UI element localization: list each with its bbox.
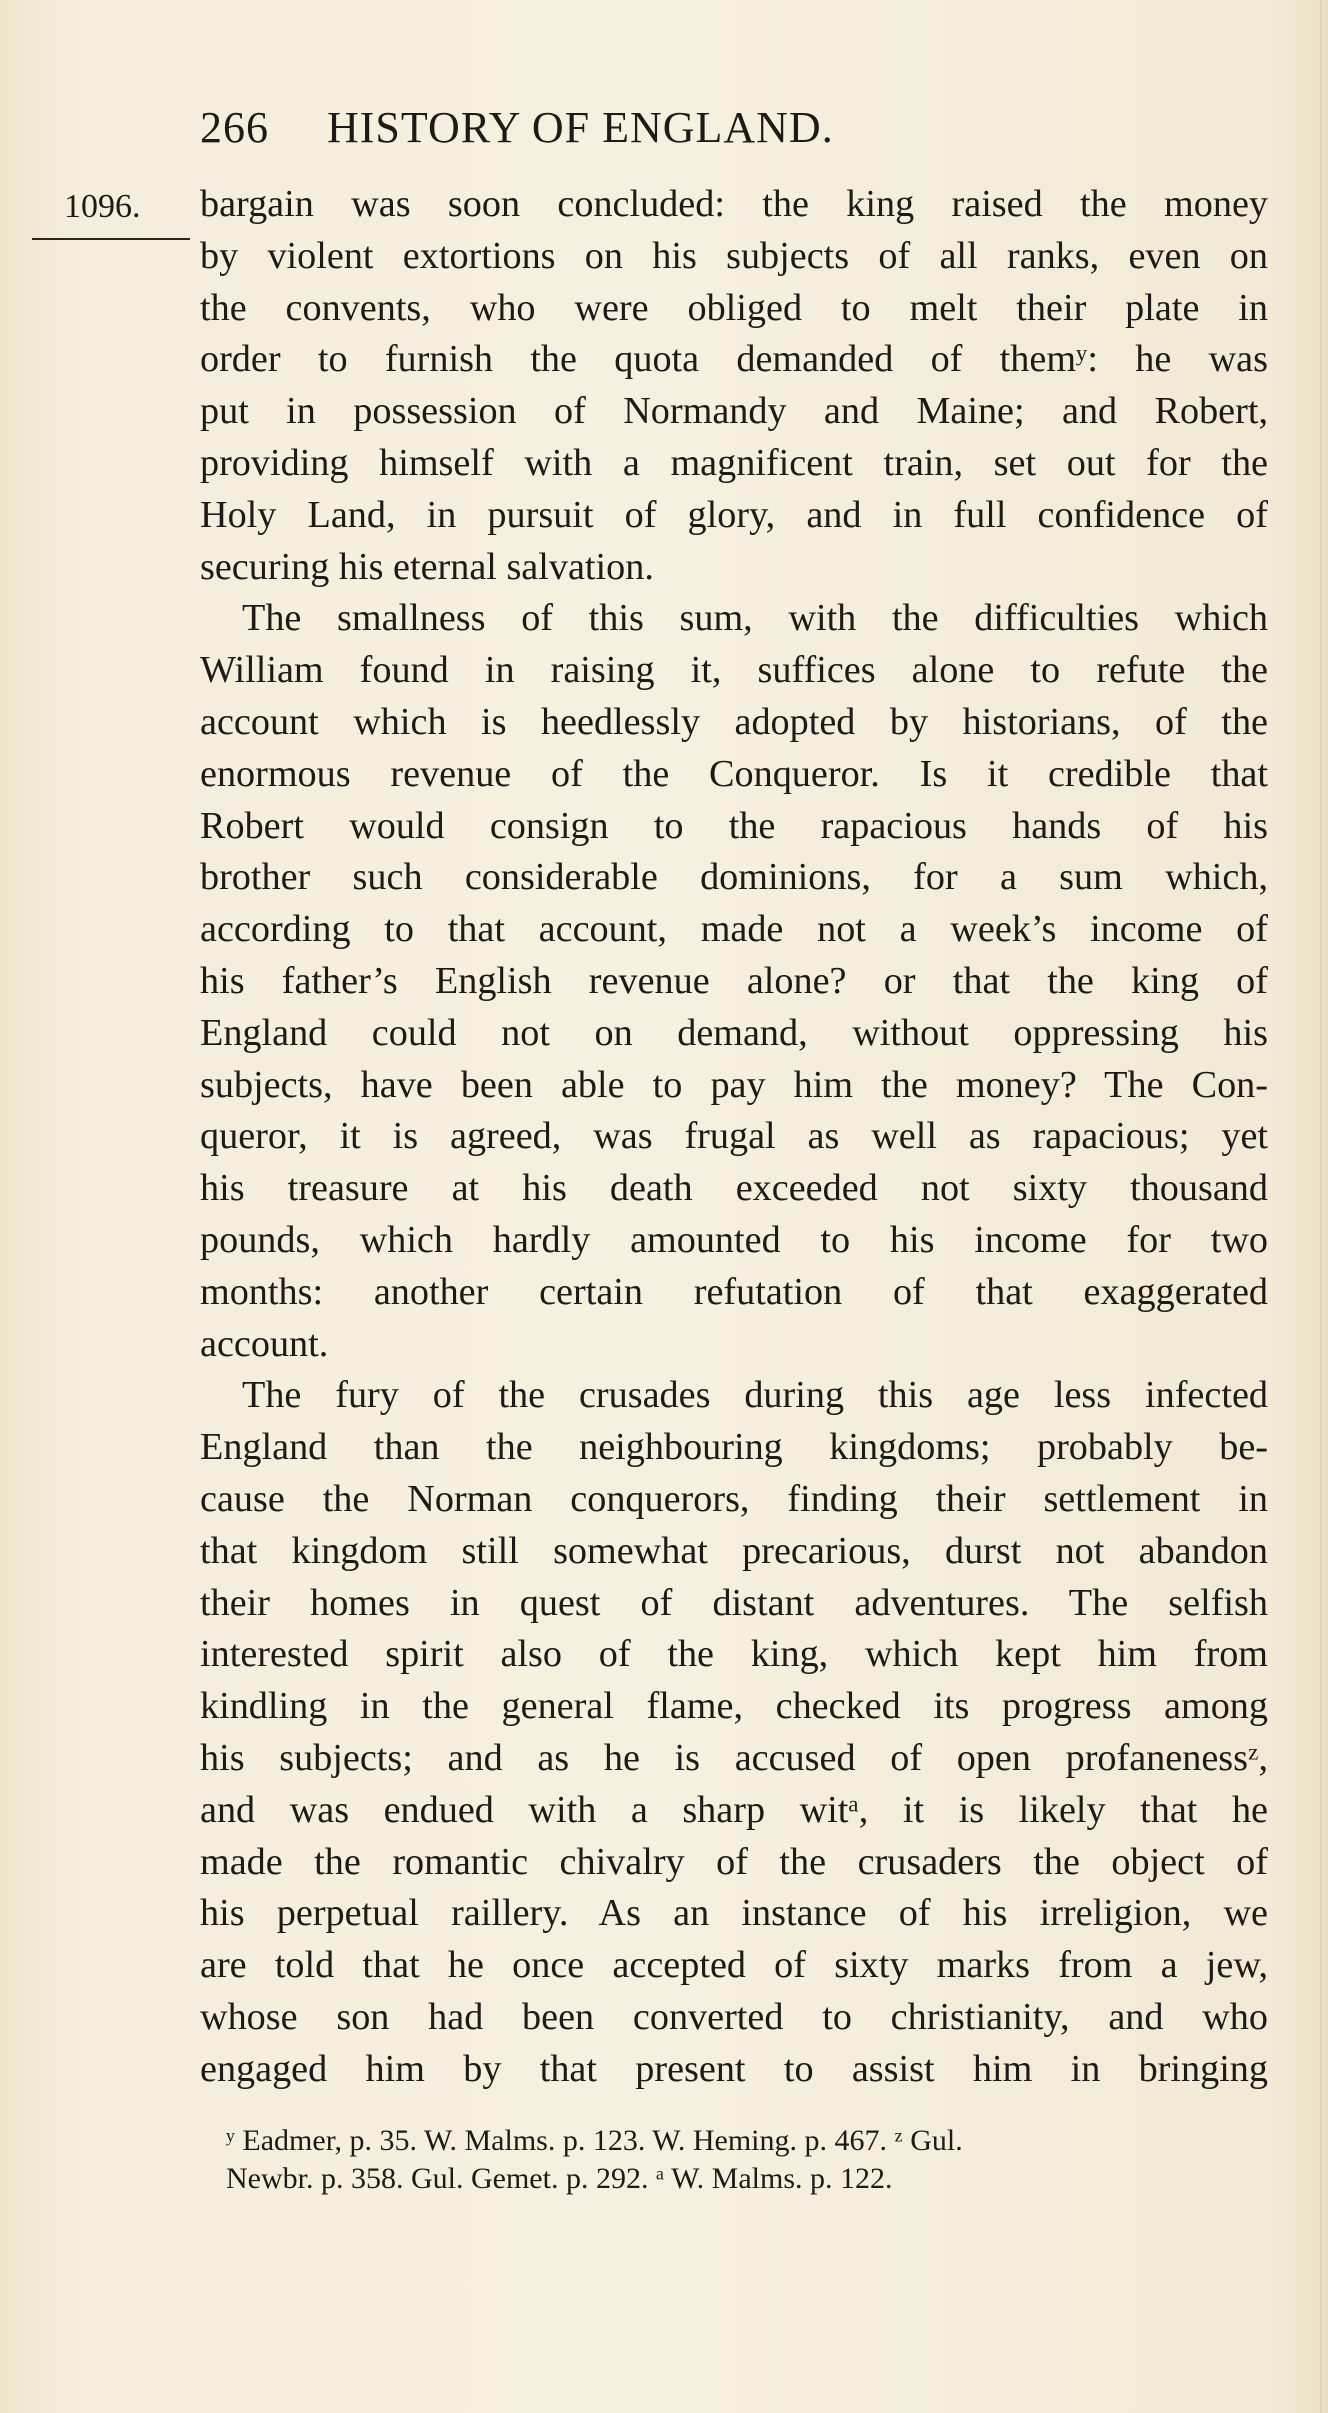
page-title: HISTORY OF ENGLAND. (327, 103, 834, 152)
text-line: by violent extortions on his subjects of all ranks, even on (200, 234, 1268, 277)
page-number: 266 (200, 103, 269, 152)
text-line: England than the neighbouring kingdoms; probably be- (200, 1426, 1268, 1469)
text-line: subjects, have been able to pay him the money? The Con- (200, 1063, 1268, 1106)
text-line: engaged him by that present to assist him in bringing (200, 2047, 1268, 2090)
text-line: England could not on demand, without oppressing his (200, 1011, 1268, 1054)
text-line: account which is heedlessly adopted by historians, of the (200, 700, 1268, 743)
text-line: whose son had been converted to christianity, and who (200, 1995, 1268, 2038)
text-line: and was endued with a sharp witᵃ, it is likely that he (200, 1788, 1268, 1831)
text-line: pounds, which hardly amounted to his income for two (200, 1218, 1268, 1261)
text-line: enormous revenue of the Conqueror. Is it credible that (200, 752, 1268, 795)
text-line: cause the Norman conquerors, finding their settlement in (200, 1477, 1268, 1520)
text-line: providing himself with a magnificent train, set out for the (200, 441, 1268, 484)
text-line: The fury of the crusades during this age less infected (242, 1374, 1268, 1417)
text-line: months: another certain refutation of that exaggerated (200, 1270, 1268, 1313)
text-line: The smallness of this sum, with the difficulties which (242, 597, 1268, 640)
margin-rule (32, 238, 190, 240)
footnote-line: Newbr. p. 358. Gul. Gemet. p. 292. ᵃ W. Malms. p. 122. (226, 2162, 893, 2195)
text-line: that kingdom still somewhat precarious, durst not abandon (200, 1529, 1268, 1572)
footnotes (200, 2122, 1268, 2198)
text-line: the convents, who were obliged to melt their plate in (200, 286, 1268, 329)
text-line: his perpetual raillery. As an instance of his irreligion, we (200, 1892, 1268, 1935)
text-line: account. (200, 1322, 329, 1365)
text-line: his father’s English revenue alone? or that the king of (200, 959, 1268, 1002)
text-line: securing his eternal salvation. (200, 545, 654, 588)
text-line: his treasure at his death exceeded not sixty thousand (200, 1167, 1268, 1210)
running-head (200, 102, 1040, 153)
text-line: kindling in the general flame, checked its progress among (200, 1685, 1268, 1728)
text-line: put in possession of Normandy and Maine; and Robert, (200, 390, 1268, 433)
text-line: are told that he once accepted of sixty marks from a jew, (200, 1944, 1268, 1987)
text-line: their homes in quest of distant adventures. The selfish (200, 1581, 1268, 1624)
page-edge (1320, 0, 1322, 2413)
text-line: his subjects; and as he is accused of open profanenessᶻ, (200, 1736, 1268, 1779)
text-line: queror, it is agreed, was frugal as well as rapacious; yet (200, 1115, 1268, 1158)
text-line: Holy Land, in pursuit of glory, and in full confidence of (200, 493, 1268, 536)
text-line: Robert would consign to the rapacious hands of his (200, 804, 1268, 847)
text-line: made the romantic chivalry of the crusaders the object of (200, 1840, 1268, 1883)
margin-year: 1096. (64, 188, 141, 225)
text-line: according to that account, made not a week’s income of (200, 908, 1268, 951)
text-line: brother such considerable dominions, for a sum which, (200, 856, 1268, 899)
footnote-line: ʸ Eadmer, p. 35. W. Malms. p. 123. W. Heming. p. 467. ᶻ Gul. (226, 2124, 963, 2157)
text-line: bargain was soon concluded: the king raised the money (200, 183, 1268, 225)
body-text (200, 179, 1268, 2095)
text-line: interested spirit also of the king, which kept him from (200, 1633, 1268, 1676)
text-line: William found in raising it, suffices alone to refute the (200, 649, 1268, 692)
text-line: order to furnish the quota demanded of themʸ: he was (200, 338, 1268, 381)
